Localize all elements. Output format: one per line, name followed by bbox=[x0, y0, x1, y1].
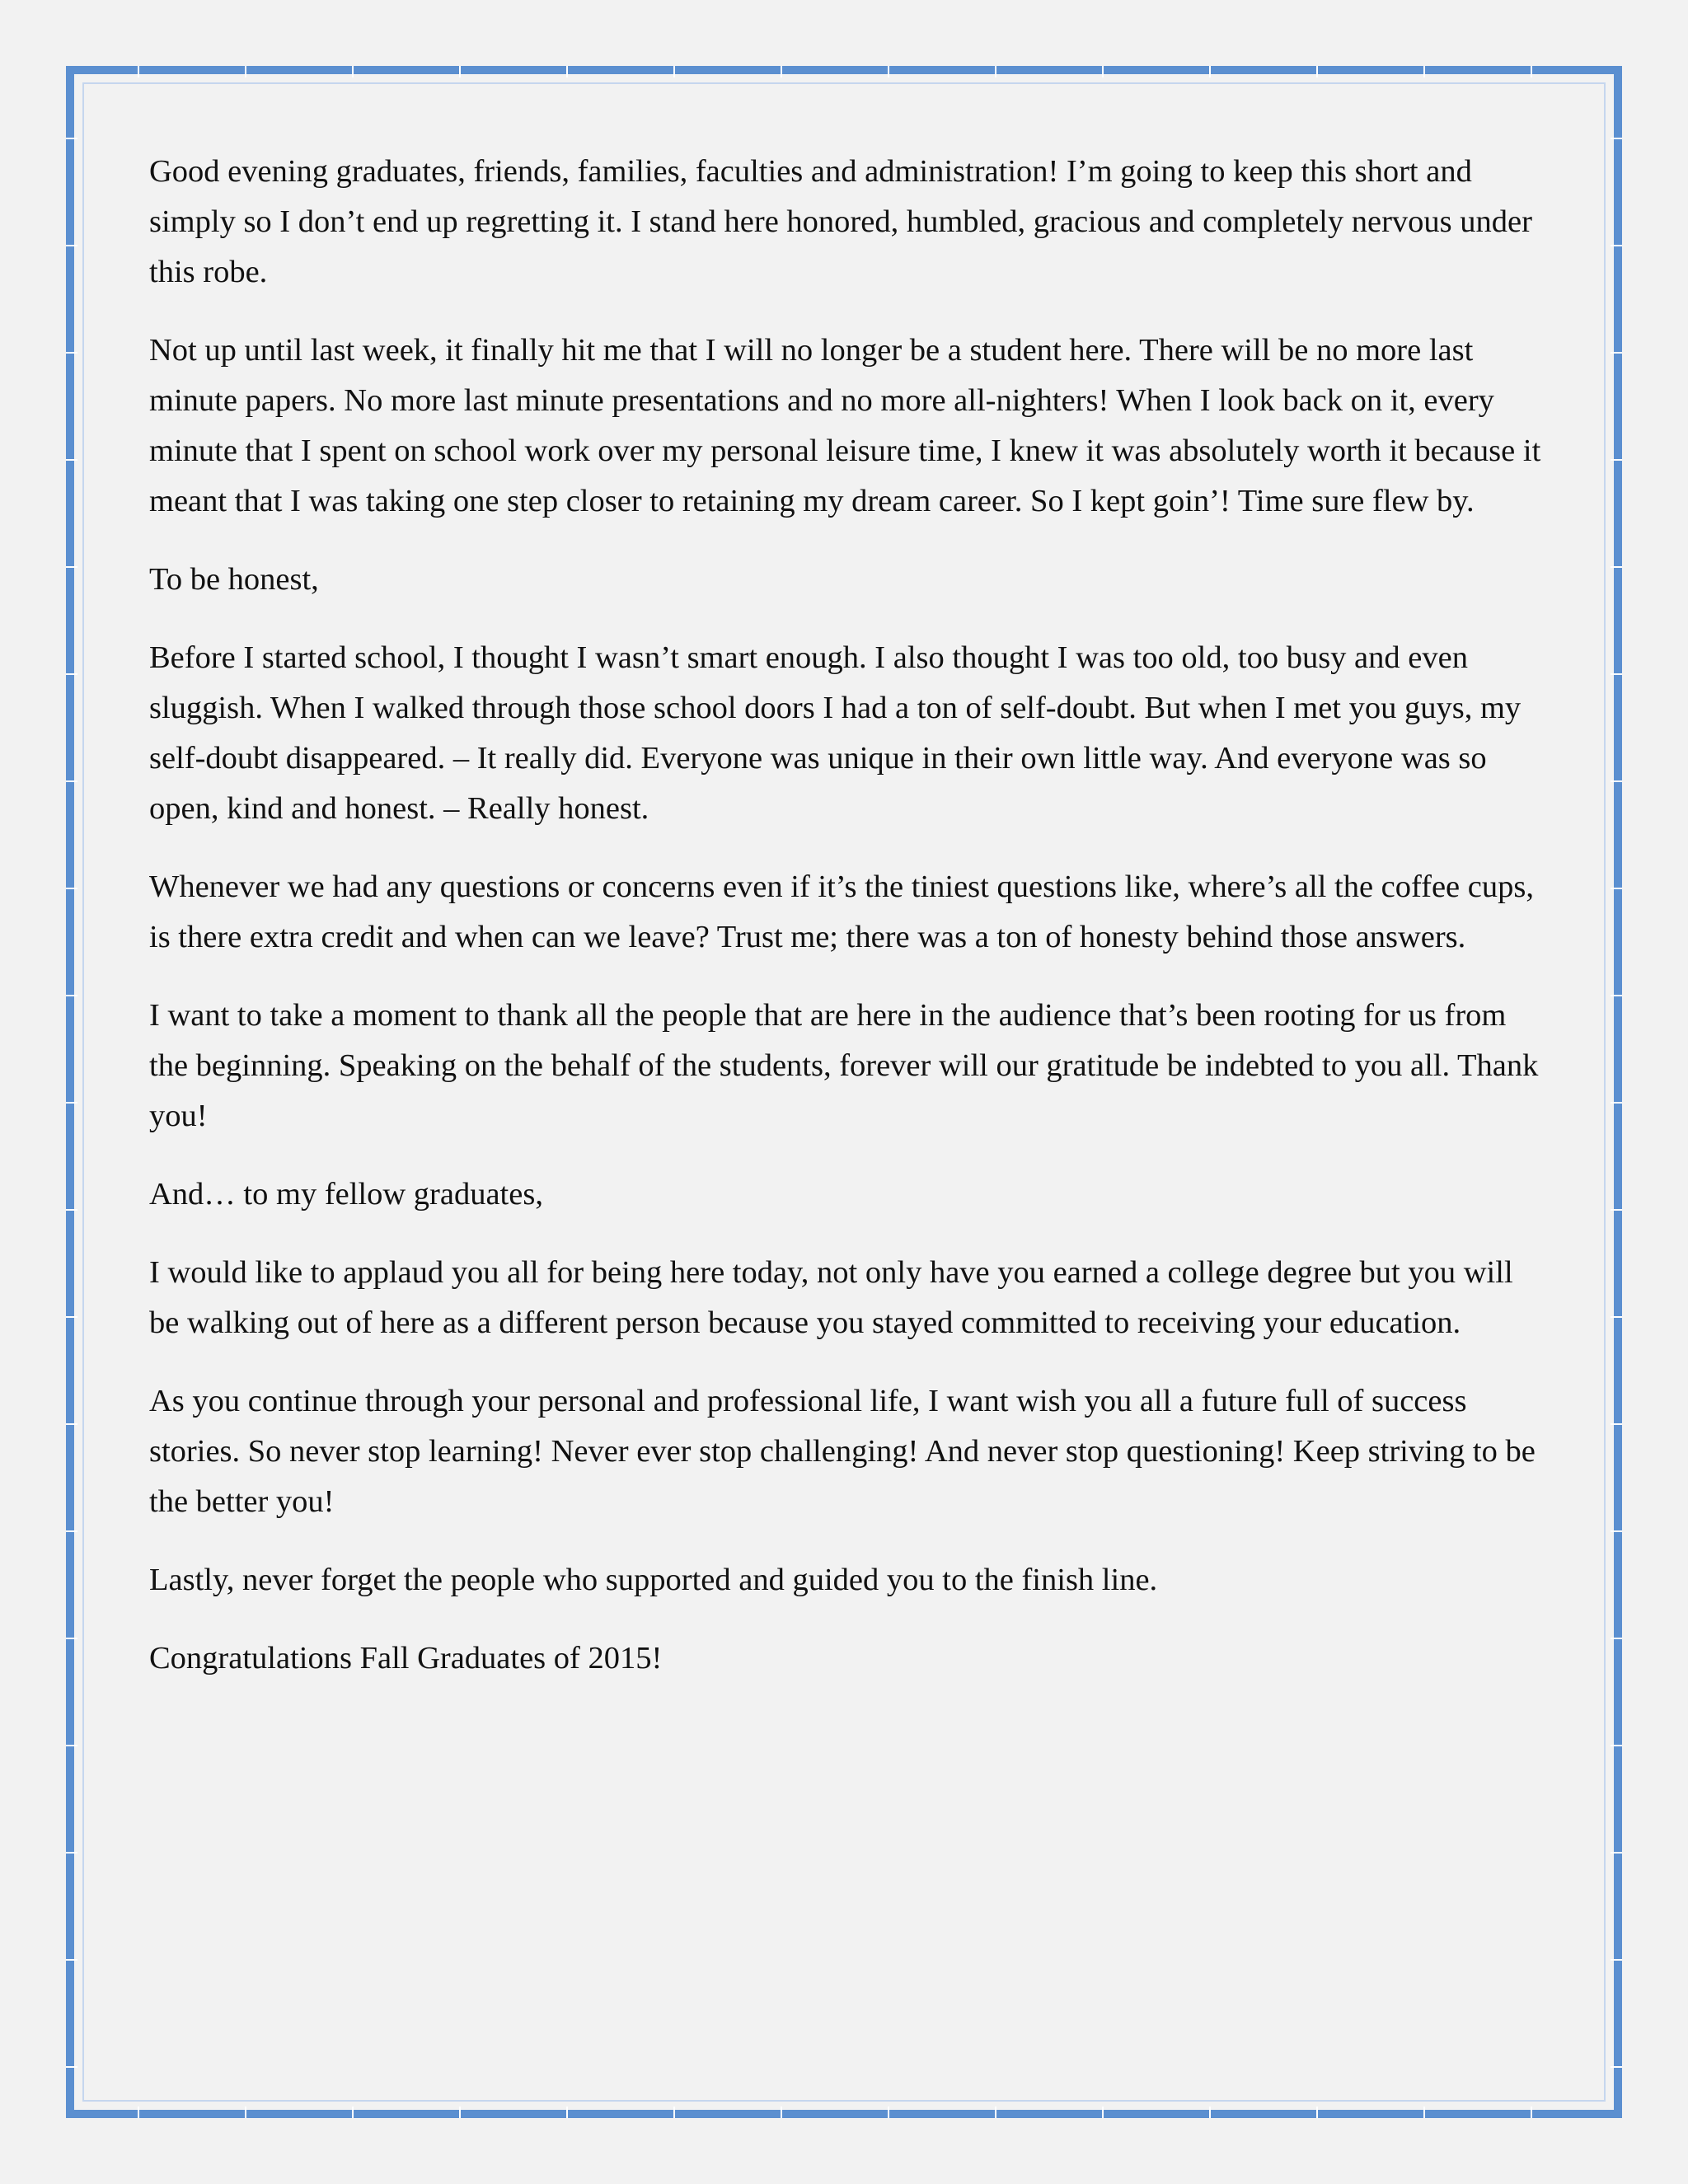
paragraph-questions: Whenever we had any questions or concerns even if it’s the tiniest questions like, where’s all the coffee cups, is there extra credit and when can we leave? Trust me; there was a ton of honesty behind those answers. bbox=[149, 869, 1534, 954]
paragraph-last-week: Not up until last week, it finally hit me that I will no longer be a student here. There will be no more last minute papers. No more last minute presentations and no more all-nighters! When I look back on it, every minute that I spent on school work over my personal leisure time, I knew it was absolutely worth it because it meant that I was taking one step closer to retaining my dream career. So I kept goin’! Time sure flew by. bbox=[149, 333, 1541, 518]
paragraph-to-be-honest: To be honest, bbox=[149, 562, 319, 597]
paragraph-congratulations: Congratulations Fall Graduates of 2015! bbox=[149, 1641, 663, 1675]
paragraph-greeting: Good evening graduates, friends, families, faculties and administration! I’m going to keep this short and simply so I don’t end up regretting it. I stand here honored, humbled, gracious and completely nervous under this robe. bbox=[149, 154, 1532, 289]
paragraph-applaud: I would like to applaud you all for being here today, not only have you earned a college degree but you will be walking out of here as a different person because you stayed committed to receiving your education. bbox=[149, 1255, 1513, 1340]
speech-document bbox=[149, 147, 1550, 1712]
paragraph-continue: As you continue through your personal and professional life, I want wish you all a future full of success stories. So never stop learning! Never ever stop challenging! And never stop questioning! Keep striving to be the better you! bbox=[149, 1384, 1536, 1519]
paragraph-before-school: Before I started school, I thought I wasn’t smart enough. I also thought I was too old, too busy and even sluggish. When I walked through those school doors I had a ton of self-doubt. But when I met you guys, my self-doubt disappeared. – It really did. Everyone was unique in their own little way. And everyone was so open, kind and honest. – Really honest. bbox=[149, 640, 1522, 826]
paragraph-fellow-graduates: And… to my fellow graduates, bbox=[149, 1177, 543, 1212]
paragraph-thank-audience: I want to take a moment to thank all the people that are here in the audience that’s been rooting for us from the beginning. Speaking on the behalf of the students, forever will our gratitude be indebted to you all. Thank you! bbox=[149, 998, 1539, 1133]
paragraph-lastly: Lastly, never forget the people who supported and guided you to the finish line. bbox=[149, 1563, 1158, 1597]
